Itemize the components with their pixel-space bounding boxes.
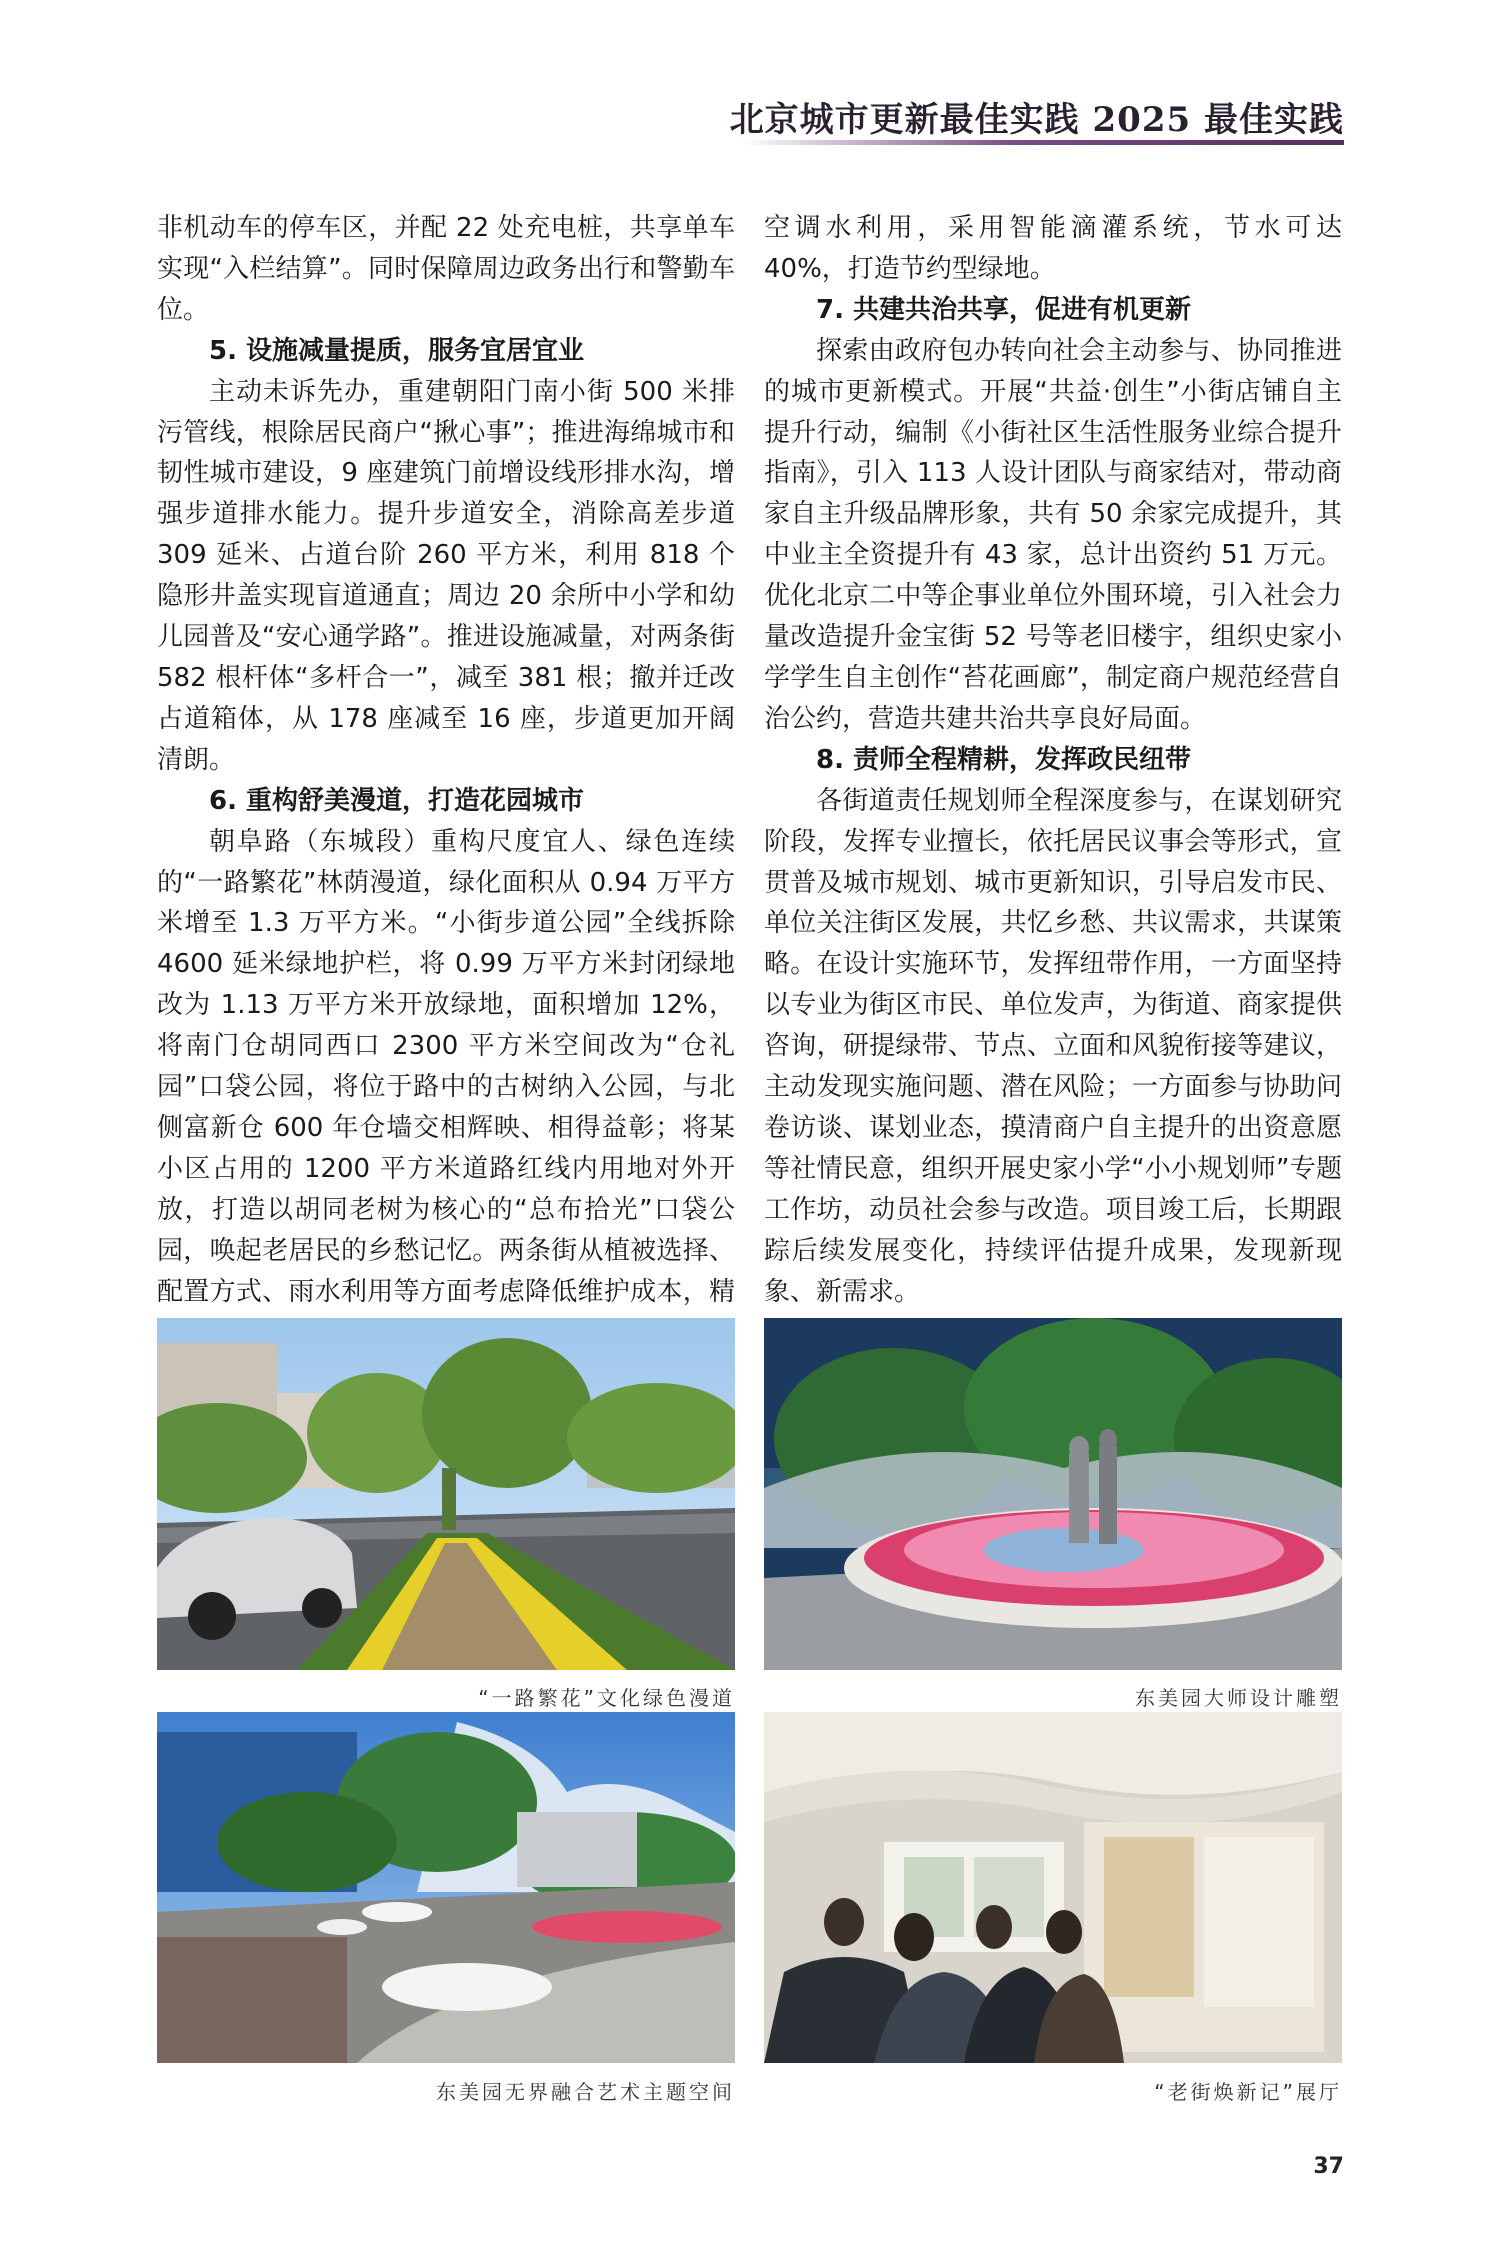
caption-photo-4: “老街焕新记”展厅 (1154, 2080, 1342, 2104)
paragraph: 非机动车的停车区，并配 22 处充电桩，共享单车实现“入栏结算”。同时保障周边政务出行和警勤车位。 (157, 213, 735, 325)
photo-art-plaza (157, 1712, 735, 2063)
paragraph: 各街道责任规划师全程深度参与，在谋划研究阶段，发挥专业擅长，依托居民议事会等形式，宣贯普及城市规划、城市更新知识，引导启发市民、单位关注街区发展，共忆乡愁、共议需求，共谋策略。在设计实施环节，发挥纽带作用，一方面坚持以专业为街区市民、单位发声，为街道、商家提供咨询，研提绿带、节点、立面和风貌衔接等建议，主动发现实施问题、潜在风险；一方面参与协助问卷访谈、谋划业态，摸清商户自主提升的出资意愿等社情民意，组织开展史家小学“小小规划师”专题工作坊，动员社会参与改造。项目竣工后，长期跟踪后续发展变化，持续评估提升成果，发现新现象、新需求。 (764, 785, 1342, 1307)
left-column (157, 208, 735, 1394)
paragraph: 主动未诉先办，重建朝阳门南小街 500 米排污管线，根除居民商户“揪心事”；推进海绵城市和韧性城市建设，9 座建筑门前增设线形排水沟，增强步道排水能力。提升步道安全，消除高差步道 309 延米、占道台阶 260 平方米，利用 818 个隐形井盖实现盲道通直；周边 20 余所中小学和幼儿园普及“安心通学路”。推进设施减量，对两条街 582 根杆体“多杆合一”，减至 381 根；撤并迁改占道箱体，从 178 座减至 16 座，步道更加开阔清朗。 (157, 376, 735, 775)
photo-garden-sculpture (764, 1318, 1342, 1670)
section-heading-8: 8. 责师全程精耕，发挥政民纽带 (816, 744, 1192, 775)
section-heading-6: 6. 重构舒美漫道，打造花园城市 (209, 785, 585, 816)
section-heading-5: 5. 设施减量提质，服务宜居宜业 (209, 335, 585, 366)
caption-photo-2: 东美园大师设计雕塑 (1135, 1686, 1342, 1710)
photo-exhibition-hall (764, 1712, 1342, 2063)
photo-flower-median-street (157, 1318, 735, 1670)
section-heading-7: 7. 共建共治共享，促进有机更新 (816, 294, 1192, 325)
header-rule (740, 140, 1344, 145)
running-header: 北京城市更新最佳实践 2025 最佳实践 (729, 100, 1344, 140)
right-column (764, 208, 1342, 1312)
page-number: 37 (1313, 2154, 1344, 2179)
caption-photo-1: “一路繁花”文化绿色漫道 (478, 1686, 735, 1710)
paragraph: 探索由政府包办转向社会主动参与、协同推进的城市更新模式。开展“共益·创生”小街店铺自主提升行动，编制《小街社区生活性服务业综合提升指南》，引入 113 人设计团队与商家结对，带动商家自主升级品牌形象，共有 50 余家完成提升，其中业主全资提升有 43 家，总计出资约 51 万元。优化北京二中等企事业单位外围环境，引入社会力量改造提升金宝街 52 号等老旧楼宇，组织史家小学学生自主创作“苔花画廊”，制定商户规范经营自治公约，营造共建共治共享良好局面。 (764, 335, 1342, 734)
caption-photo-3: 东美园无界融合艺术主题空间 (436, 2080, 735, 2104)
paragraph: 朝阜路（东城段）重构尺度宜人、绿色连续的“一路繁花”林荫漫道，绿化面积从 0.94 万平方米增至 1.3 万平方米。“小街步道公园”全线拆除 4600 延米绿地护栏，将 0.99 万平方米封闭绿地改为 1.13 万平方米开放绿地，面积增加 12%，将南门仓胡同西口 2300 平方米空间改为“仓礼园”口袋公园，将位于路中的古树纳入公园，与北侧富新仓 600 年仓墙交相辉映、相得益彰；将某小区占用的 1200 平方米道路红线内用地对外开放，打造以胡同老树为核心的“总布拾光”口袋公园，唤起老居民的乡愁记忆。两条街从植被选择、配置方式、雨水利用等方面考虑降低维护成本，精 (157, 826, 735, 1307)
paragraph: 空调水利用，采用智能滴灌系统，节水可达 40%，打造节约型绿地。 (764, 213, 1342, 284)
